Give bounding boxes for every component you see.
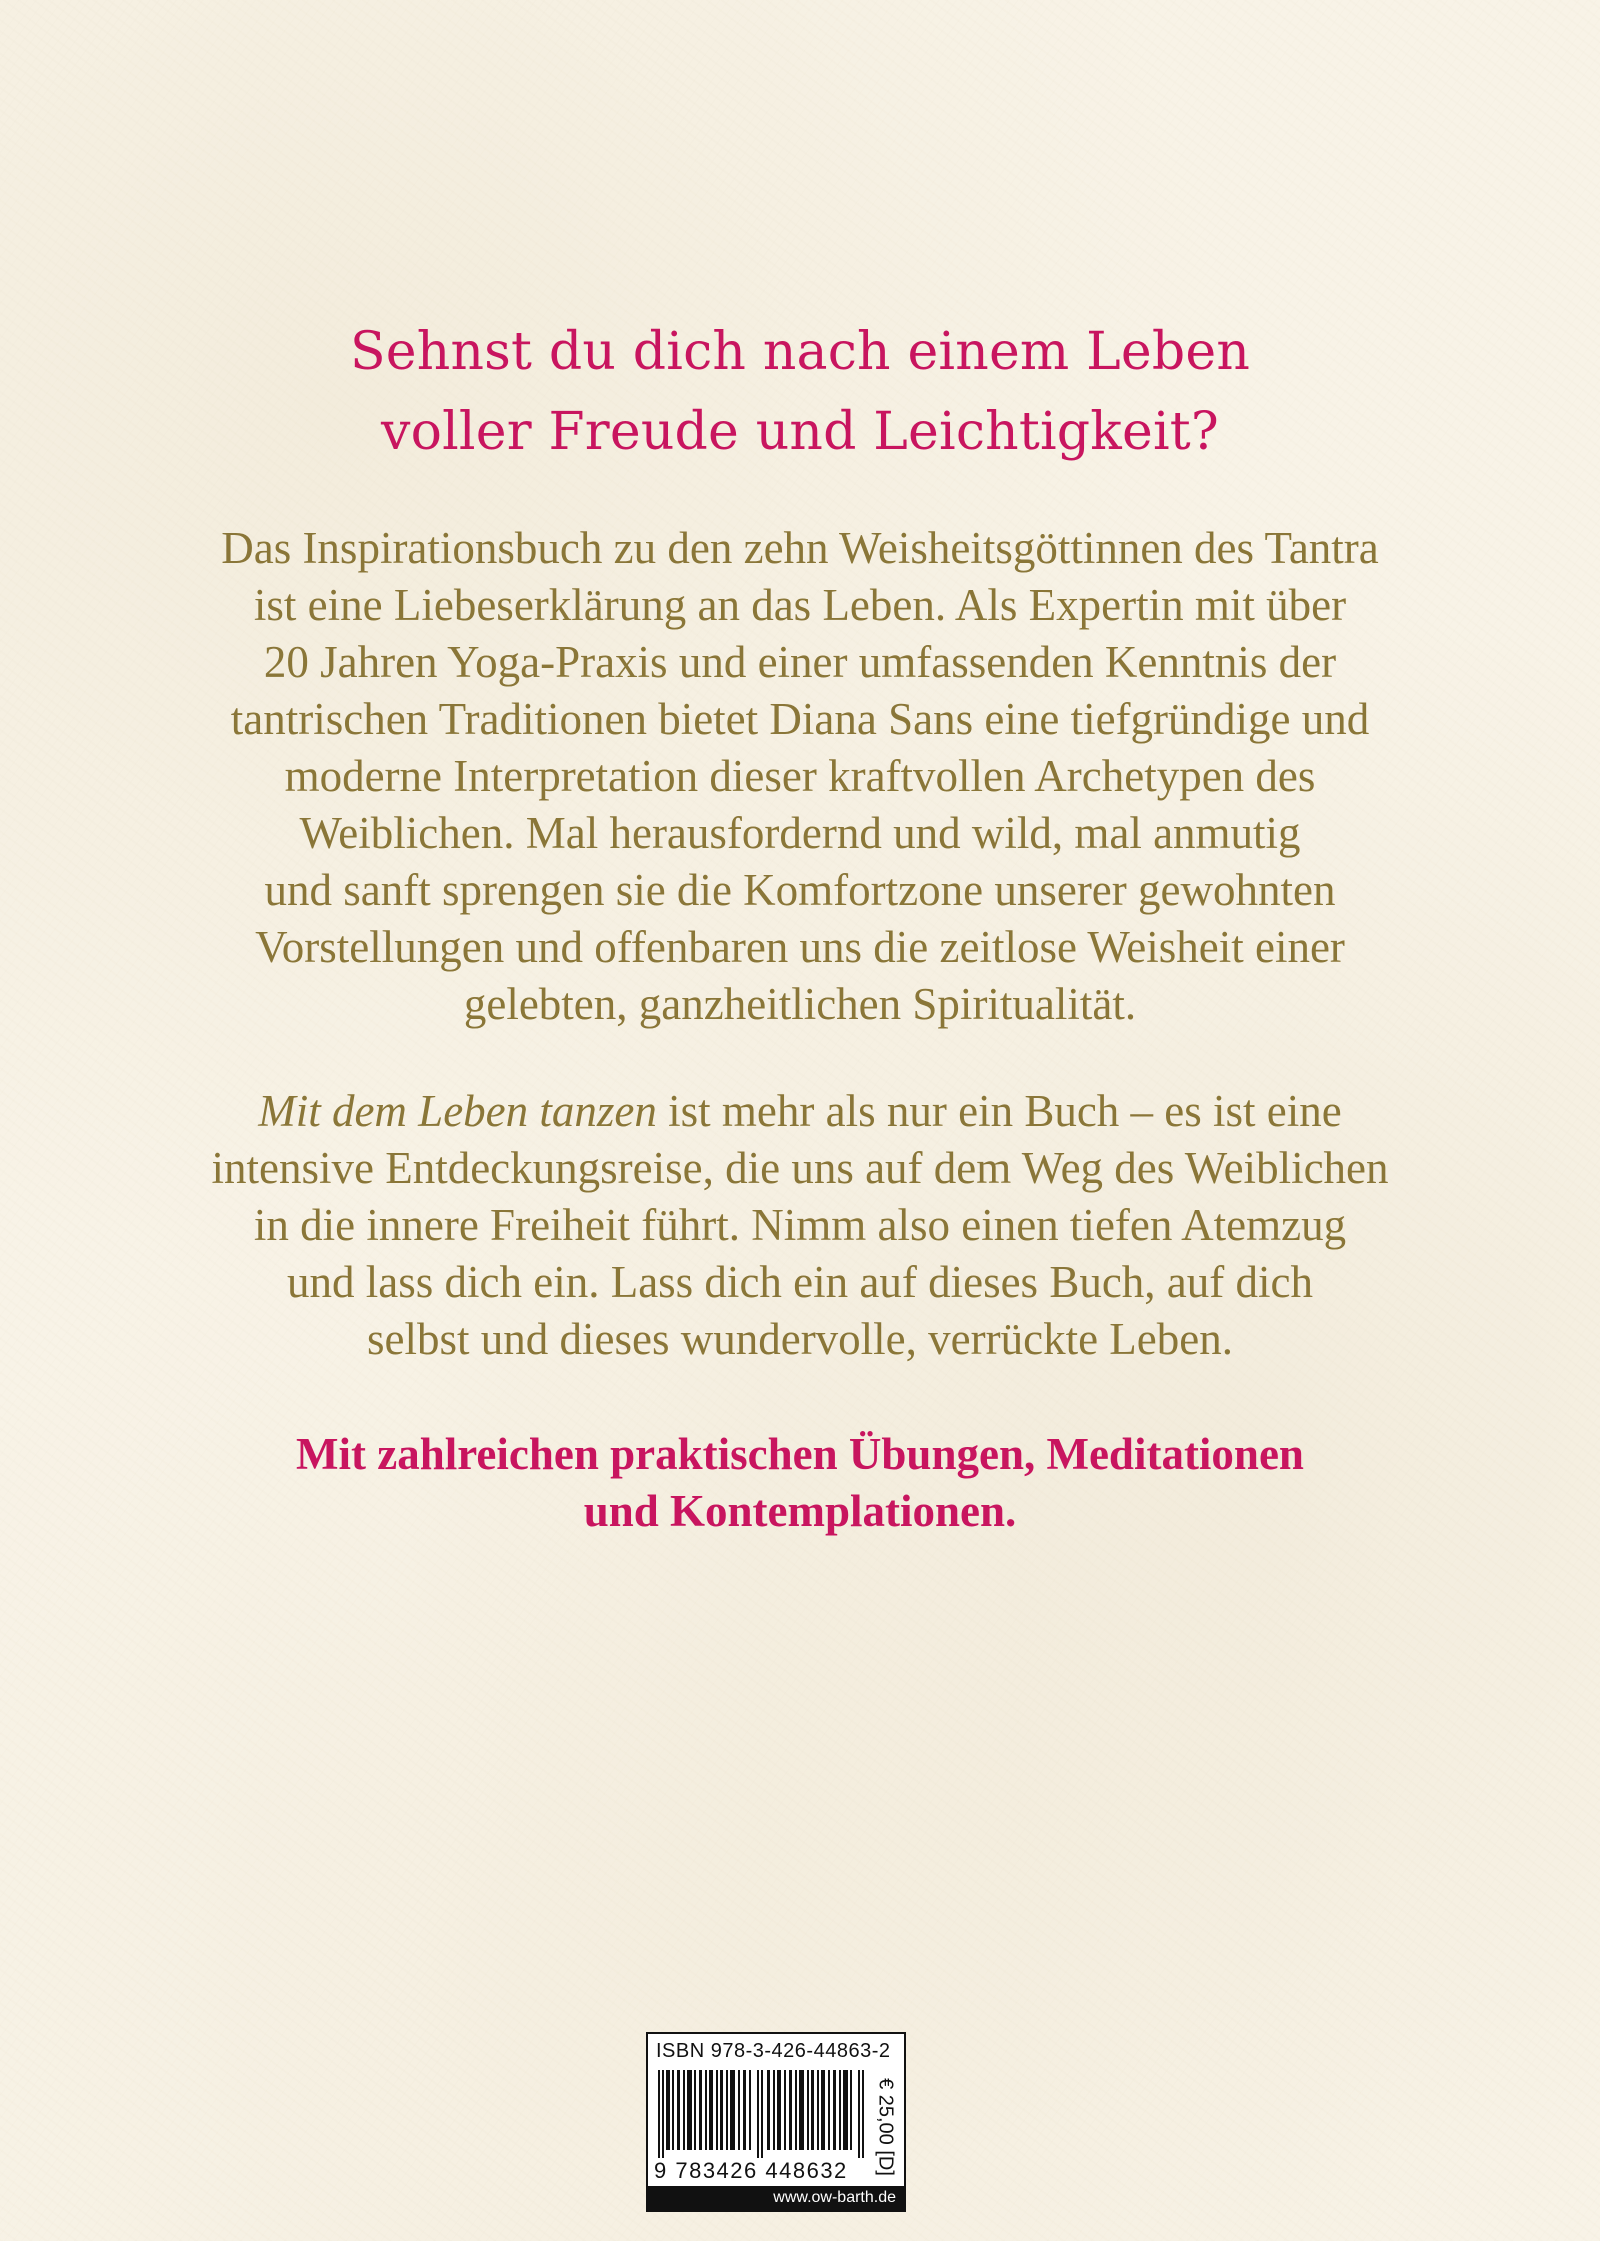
callout-line: und Kontemplationen. [583, 1486, 1017, 1536]
paragraph-line: ist eine Liebeserklärung an das Leben. Als Expertin mit über [253, 580, 1347, 630]
headline [0, 312, 1600, 472]
paragraph-line: 20 Jahren Yoga-Praxis und einer umfassenden Kenntnis der [263, 637, 1337, 687]
feature-callout [0, 1426, 1600, 1540]
paragraph-line: in die innere Freiheit führt. Nimm also einen tiefen Atemzug [253, 1200, 1347, 1250]
isbn-barcode [646, 2032, 906, 2212]
paragraph-line-text: ist mehr als nur ein Buch – es ist eine [656, 1086, 1342, 1136]
paragraph-line: Vorstellungen und offenbaren uns die zeitlose Weisheit einer [255, 922, 1345, 972]
paragraph-line: Das Inspirationsbuch zu den zehn Weisheitsgöttinnen des Tantra [221, 523, 1379, 573]
ean-number: 9 783426 448632 [654, 2158, 848, 2183]
isbn-number: ISBN 978-3-426-44863-2 [656, 2040, 891, 2062]
paragraph-line: gelebten, ganzheitlichen Spiritualität. [463, 979, 1137, 1029]
paragraph-line: und lass dich ein. Lass dich ein auf dieses Buch, auf dich [287, 1257, 1313, 1307]
headline-line-2: voller Freude und Leichtigkeit? [381, 402, 1219, 462]
price-text: € 25,00 [D] [874, 2078, 897, 2176]
publisher-url: www.ow-barth.de [648, 2186, 904, 2210]
description-paragraph-1 [0, 520, 1600, 1033]
barcode-icon [658, 2070, 864, 2158]
paragraph-line [0, 1083, 1600, 1140]
paragraph-line: selbst und dieses wundervolle, verrückte Leben. [367, 1314, 1233, 1364]
paragraph-line: tantrischen Traditionen bietet Diana Sans eine tiefgründige und [230, 694, 1370, 744]
price-label [870, 2072, 900, 2182]
paragraph-line: intensive Entdeckungsreise, die uns auf dem Weg des Weiblichen [211, 1143, 1389, 1193]
headline-line-1: Sehnst du dich nach einem Leben [349, 322, 1251, 382]
description-paragraph-2 [0, 1083, 1600, 1368]
paragraph-line: moderne Interpretation dieser kraftvollen Archetypen des [284, 751, 1316, 801]
paragraph-line: und sanft sprengen sie die Komfortzone unserer gewohnten [264, 865, 1336, 915]
callout-line: Mit zahlreichen praktischen Übungen, Meditationen [296, 1429, 1304, 1479]
paragraph-line: Weiblichen. Mal herausfordernd und wild, mal anmutig [299, 808, 1301, 858]
book-title: Mit dem Leben tanzen [258, 1086, 657, 1136]
